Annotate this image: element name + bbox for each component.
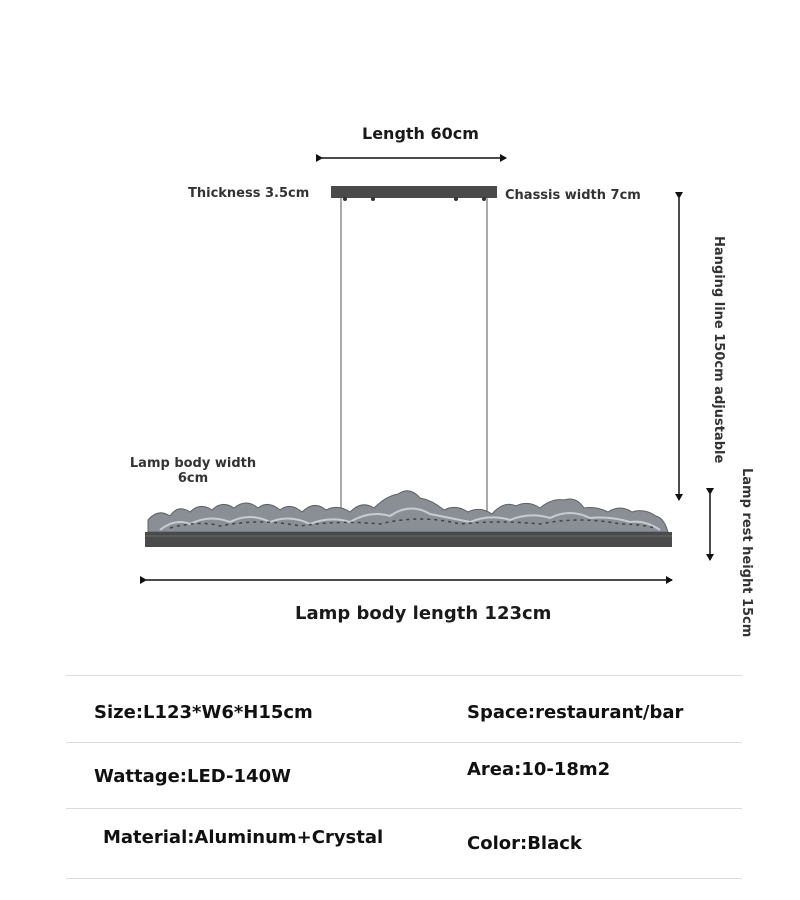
spec-area: Area:10-18m2 [467,759,611,780]
lamp-body-width-line1: Lamp body width [129,456,257,471]
lamp-body-width-label [128,456,258,486]
crystal-cluster [148,491,668,532]
ceiling-chassis [331,186,497,198]
spec-divider-bottom [66,878,742,879]
lamp-body-width-line2: 6cm [177,471,209,486]
spec-size: Size:L123*W6*H15cm [94,702,313,723]
spec-space: Space:restaurant/bar [467,702,684,723]
spec-material: Material:Aluminum+Crystal [103,827,384,848]
lamp-rest-height-label: Lamp rest height 15cm [739,468,754,638]
spec-divider-2 [66,808,742,809]
hanging-line-label: Hanging line 150cm adjustable [711,236,726,464]
spec-wattage: Wattage:LED-140W [94,766,291,787]
lamp-body-bar [145,532,672,547]
spec-divider-1 [66,742,742,743]
chassis-width-label: Chassis width 7cm [505,188,641,203]
lamp-body-length-label: Lamp body length 123cm [295,603,552,624]
spec-divider-top [66,675,742,676]
thickness-label: Thickness 3.5cm [188,186,310,201]
spec-color: Color:Black [467,833,582,854]
length-60-label: Length 60cm [362,124,479,143]
